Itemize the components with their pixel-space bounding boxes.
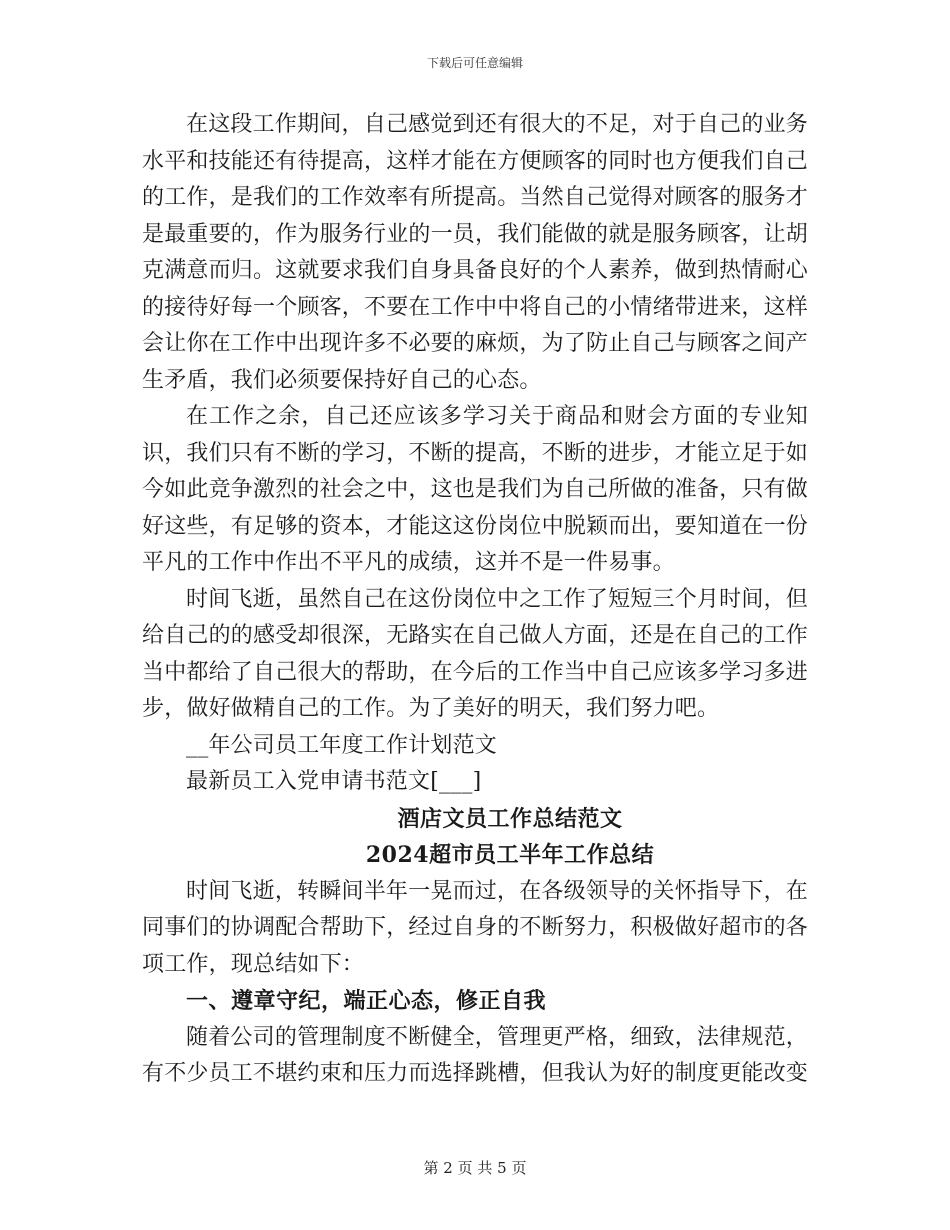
paragraph-4: 时间飞逝，转瞬间半年一晃而过，在各级领导的关怀指导下，在同事们的协调配合帮助下，经过自身的不断努力，积极做好超市的各项工作，现总结如下： — [142, 878, 809, 977]
related-article-link-2[interactable]: 最新员工入党申请书范文[___] — [186, 769, 482, 794]
section-heading-1: 一、遵章守纪，端正心态，修正自我 — [186, 988, 547, 1014]
paragraph-2: 在工作之余，自己还应该多学习关于商品和财会方面的专业知识，我们只有不断的学习，不断的提高，不断的进步，才能立足于如今如此竞争激烈的社会之中，这也是我们为自己所做的准备，只有做好这些，有足够的资本，才能这这份岗位中脱颖而出，要知道在一份平凡的工作中作出不平凡的成绩，这并不是一件易事。 — [142, 404, 809, 575]
article-title-2: 2024超市员工半年工作总结 — [365, 842, 655, 868]
paragraph-5: 随着公司的管理制度不断健全，管理更严格，细致，法律规范，有不少员工不堪约束和压力而选择跳槽，但我认为好的制度更能改变 — [142, 1024, 809, 1086]
page-header-note: 下载后可任意编辑 — [426, 56, 523, 70]
paragraph-1: 在这段工作期间，自己感觉到还有很大的不足，对于自己的业务水平和技能还有待提高，这样才能在方便顾客的同时也方便我们自己的工作，是我们的工作效率有所提高。当然自己觉得对顾客的服务才是最重要的，作为服务行业的一员，我们能做的就是服务顾客，让胡克满意而归。这就要求我们自身具备良好的个人素养，做到热情耐心的接待好每一个顾客，不要在工作中中将自己的小情绪带进来，这样会让你在工作中出现许多不必要的麻烦，为了防止自己与顾客之间产生矛盾，我们必须要保持好自己的心态。 — [142, 112, 809, 393]
related-article-link-1[interactable]: __年公司员工年度工作计划范文 — [186, 732, 498, 758]
paragraph-3: 时间飞逝，虽然自己在这份岗位中之工作了短短三个月时间，但给自己的的感受却很深，无路实在自己做人方面，还是在自己的工作当中都给了自己很大的帮助，在今后的工作当中自己应该多学习多进步，做好做精自己的工作。为了美好的明天，我们努力吧。 — [142, 586, 809, 721]
document-body — [142, 107, 808, 1093]
article-title-1: 酒店文员工作总结范文 — [397, 805, 623, 832]
page-indicator: 第 2 页 共 5 页 — [423, 1159, 527, 1177]
